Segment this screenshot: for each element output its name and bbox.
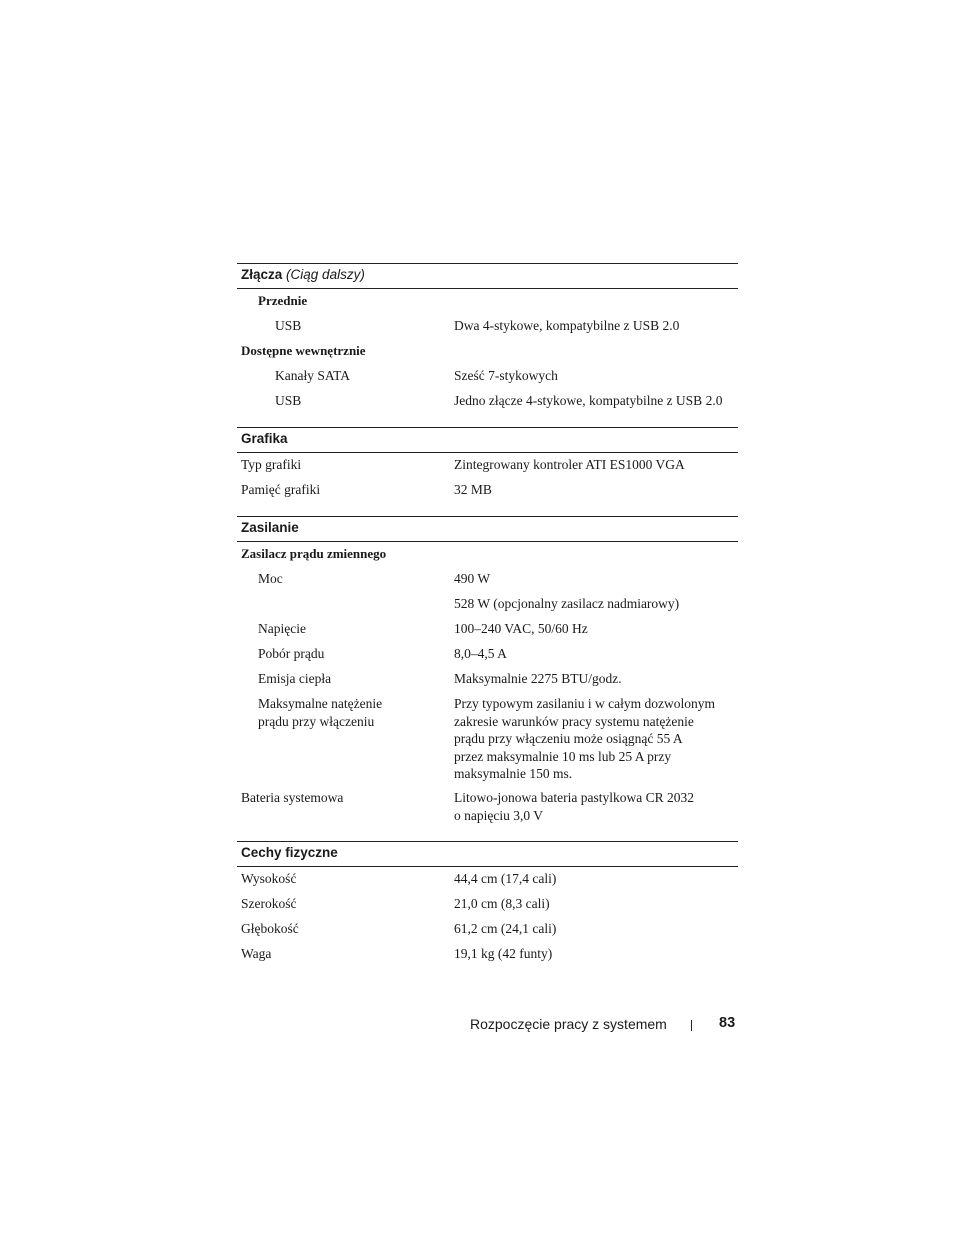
table-row — [237, 592, 738, 617]
footer-separator — [691, 1020, 692, 1031]
row-value: 61,2 cm (24,1 cali) — [454, 921, 557, 936]
section-header-physical — [237, 841, 738, 867]
row-value: Maksymalnie 2275 BTU/godz. — [454, 671, 622, 686]
row-label: Wysokość — [241, 871, 297, 886]
row-value: zakresie warunków pracy systemu natężenie — [454, 713, 694, 729]
row-value: 100–240 VAC, 50/60 Hz — [454, 621, 588, 636]
row-value: 528 W (opcjonalny zasilacz nadmiarowy) — [454, 596, 680, 611]
table-row — [237, 314, 738, 339]
subheading-ac-power: Zasilacz prądu zmiennego — [241, 546, 387, 561]
row-value: Litowo-jonowa bateria pastylkowa CR 2032 — [454, 790, 694, 805]
section-header-power — [237, 516, 738, 542]
table-row — [237, 389, 738, 414]
spec-table — [237, 263, 738, 967]
row-label: Moc — [258, 571, 283, 586]
page-footer — [470, 1014, 738, 1034]
row-value: 44,4 cm (17,4 cali) — [454, 871, 557, 886]
section-title: Cechy fizyczne — [241, 845, 338, 860]
row-value: 8,0–4,5 A — [454, 646, 507, 661]
row-value: Jedno złącze 4-stykowe, kompatybilne z USB 2.0 — [454, 393, 723, 408]
row-value: Sześć 7-stykowych — [454, 368, 558, 383]
table-row — [237, 453, 738, 478]
row-value: Zintegrowany kontroler ATI ES1000 VGA — [454, 457, 685, 472]
table-row — [237, 478, 738, 503]
footer-title: Rozpoczęcie pracy z systemem — [470, 1016, 667, 1032]
subheading-front: Przednie — [258, 293, 308, 308]
table-row — [237, 339, 738, 364]
table-row — [237, 786, 738, 828]
row-label: Pamięć grafiki — [241, 482, 321, 497]
row-value: 490 W — [454, 571, 491, 586]
table-row — [237, 942, 738, 967]
subheading-internal: Dostępne wewnętrznie — [241, 343, 366, 358]
section-title: Grafika — [241, 431, 288, 446]
table-row — [237, 364, 738, 389]
row-label: Pobór prądu — [258, 646, 325, 661]
row-label: USB — [275, 318, 302, 333]
row-label: Emisja ciepła — [258, 671, 332, 686]
section-title-suffix: (Ciąg dalszy) — [286, 267, 365, 282]
row-value: maksymalnie 150 ms. — [454, 766, 573, 781]
row-label: Kanały SATA — [275, 368, 351, 383]
table-row — [237, 289, 738, 314]
table-row — [237, 567, 738, 592]
row-label: Maksymalne natężenie — [258, 696, 383, 711]
row-value: Przy typowym zasilaniu i w całym dozwolonym — [454, 696, 715, 711]
row-label: Szerokość — [241, 896, 297, 911]
section-title: Złącza — [241, 267, 283, 282]
row-value: 21,0 cm (8,3 cali) — [454, 896, 550, 911]
row-value: 19,1 kg (42 funty) — [454, 946, 553, 961]
table-row — [237, 642, 738, 667]
row-value: prądu przy włączeniu może osiągnąć 55 A — [454, 731, 683, 746]
row-label: Typ grafiki — [241, 457, 302, 472]
row-value: Dwa 4-stykowe, kompatybilne z USB 2.0 — [454, 318, 680, 333]
row-value: o napięciu 3,0 V — [454, 807, 543, 823]
section-header-connectors — [237, 263, 738, 289]
row-label: prądu przy włączeniu — [258, 713, 375, 729]
row-value: 32 MB — [454, 482, 492, 497]
row-label: Napięcie — [258, 621, 306, 636]
section-header-graphics — [237, 427, 738, 453]
row-label: USB — [275, 393, 302, 408]
page-number: 83 — [719, 1015, 736, 1031]
table-row — [237, 892, 738, 917]
table-row — [237, 867, 738, 892]
section-title: Zasilanie — [241, 520, 299, 535]
table-row — [237, 617, 738, 642]
row-label: Głębokość — [241, 921, 299, 936]
table-row — [237, 692, 738, 786]
table-row — [237, 667, 738, 692]
row-value: przez maksymalnie 10 ms lub 25 A przy — [454, 748, 672, 764]
table-row — [237, 542, 738, 567]
table-row — [237, 917, 738, 942]
row-label: Waga — [241, 946, 272, 961]
row-label: Bateria systemowa — [241, 790, 344, 805]
